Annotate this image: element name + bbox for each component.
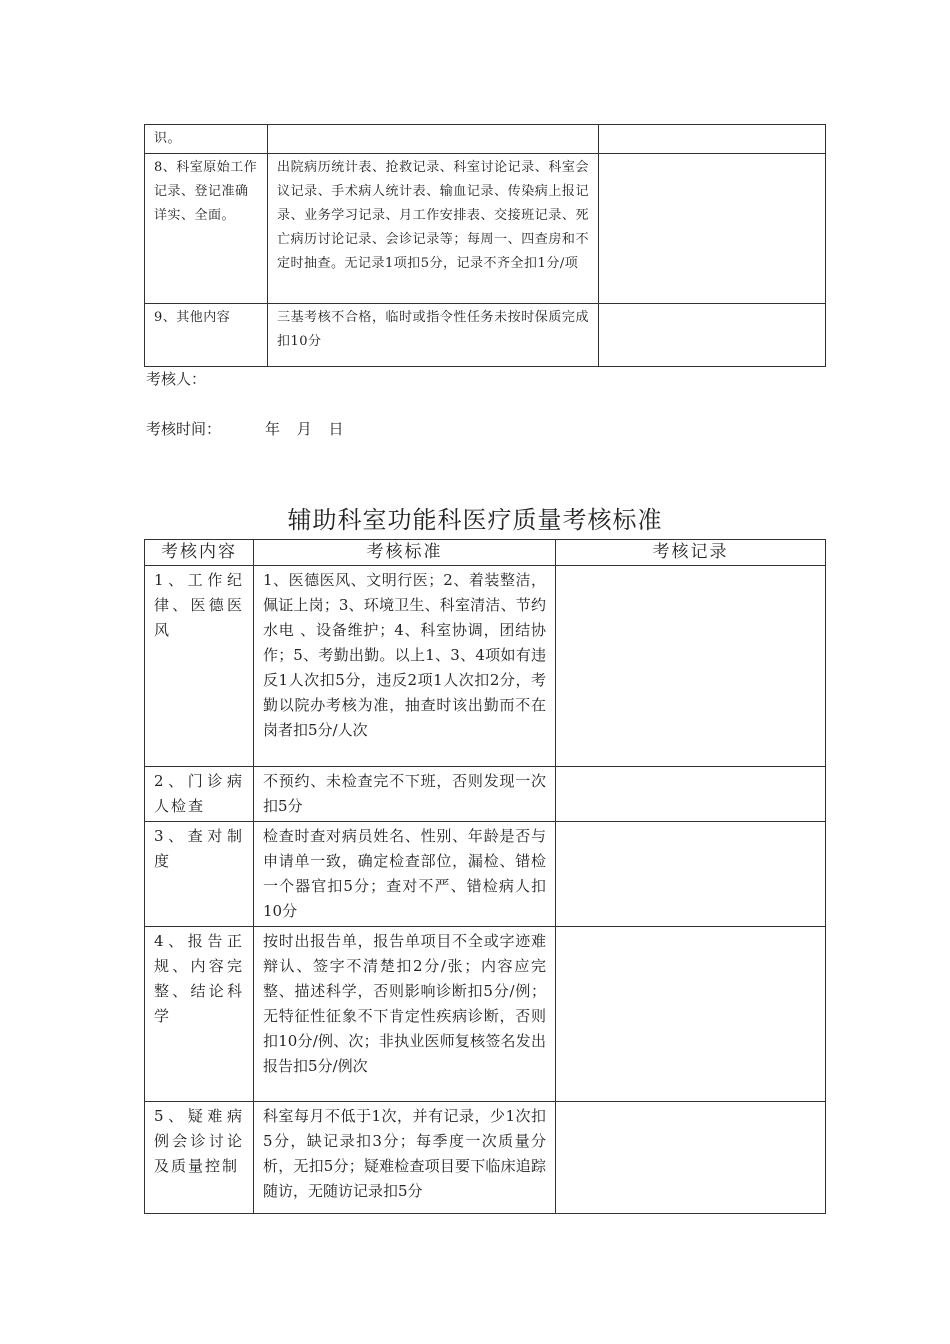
item-cell: 2、门诊病人检查 — [145, 767, 254, 822]
record-cell — [556, 927, 826, 1102]
table-row — [145, 304, 826, 367]
inspector-label: 考核人： — [146, 370, 207, 388]
item-cell: 5、疑难病例会诊讨论及质量控制 — [145, 1102, 254, 1214]
item-cell: 8、科室原始工作记录、登记准确详实、全面。 — [145, 154, 268, 304]
header-cell: 考核内容 — [145, 540, 254, 566]
standard-cell: 不预约、未检查完不下班，否则发现一次扣5分 — [254, 767, 556, 822]
record-cell — [556, 822, 826, 927]
table-row — [145, 1102, 826, 1214]
standard-cell: 按时出报告单，报告单项目不全或字迹难辩认、签字不清楚扣2分/张；内容应完整、描述科学，否则影响诊断扣5分/例；无特征性征象不下肯定性疾病诊断，否则扣10分/例、次；非执业医师复核签名发出报告扣5分/例次 — [254, 927, 556, 1102]
record-cell — [599, 304, 826, 367]
table-row — [145, 822, 826, 927]
inspection-time — [146, 418, 344, 439]
standard-cell: 检查时查对病员姓名、性别、年龄是否与申请单一致，确定检查部位，漏检、错检一个器官扣5分；查对不严、错检病人扣10分 — [254, 822, 556, 927]
record-cell — [556, 1102, 826, 1214]
inspection-time-label: 考核时间： — [146, 420, 222, 438]
record-cell — [556, 566, 826, 767]
standard-cell — [268, 125, 599, 154]
standard-cell: 科室每月不低于1次，并有记录，少1次扣5分，缺记录扣3分；每季度一次质量分析，无扣5分；疑难检查项目要下临床追踪随访，无随访记录扣5分 — [254, 1102, 556, 1214]
standard-cell: 1、医德医风、文明行医；2、着装整洁，佩证上岗；3、环境卫生、科室清洁、节约水电 、设备维护；4、科室协调，团结协作；5、考勤出勤。以上1、3、4项如有违反1人次扣5分，违反2项1人次扣2分，考勤以院办考核为准，抽查时该出勤而不在岗者扣5分/人次 — [254, 566, 556, 767]
quality-standard-table — [144, 539, 826, 1214]
record-cell — [599, 125, 826, 154]
table-row — [145, 154, 826, 304]
table-row — [145, 767, 826, 822]
quality-table-continued — [144, 124, 826, 367]
item-cell: 4、报告正规、内容完整、结论科学 — [145, 927, 254, 1102]
record-cell — [599, 154, 826, 304]
table-row — [145, 125, 826, 154]
item-cell: 3、查对制度 — [145, 822, 254, 927]
item-cell: 9、其他内容 — [145, 304, 268, 367]
item-cell: 识。 — [145, 125, 268, 154]
record-cell — [556, 767, 826, 822]
standard-cell: 出院病历统计表、抢救记录、科室讨论记录、科室会议记录、手术病人统计表、输血记录、传染病上报记录、业务学习记录、月工作安排表、交接班记录、死亡病历讨论记录、会诊记录等；每周一、四查房和不定时抽查。无记录1项扣5分，记录不齐全扣1分/项 — [268, 154, 599, 304]
header-cell: 考核记录 — [556, 540, 826, 566]
item-cell: 1、工作纪律、医德医风 — [145, 566, 254, 767]
date-placeholder: 年 月 日 — [265, 420, 344, 438]
table-row — [145, 927, 826, 1102]
standard-cell: 三基考核不合格，临时或指令性任务未按时保质完成扣10分 — [268, 304, 599, 367]
table-header-row — [145, 540, 826, 566]
header-cell: 考核标准 — [254, 540, 556, 566]
section-title: 辅助科室功能科医疗质量考核标准 — [287, 506, 663, 534]
table-row — [145, 566, 826, 767]
